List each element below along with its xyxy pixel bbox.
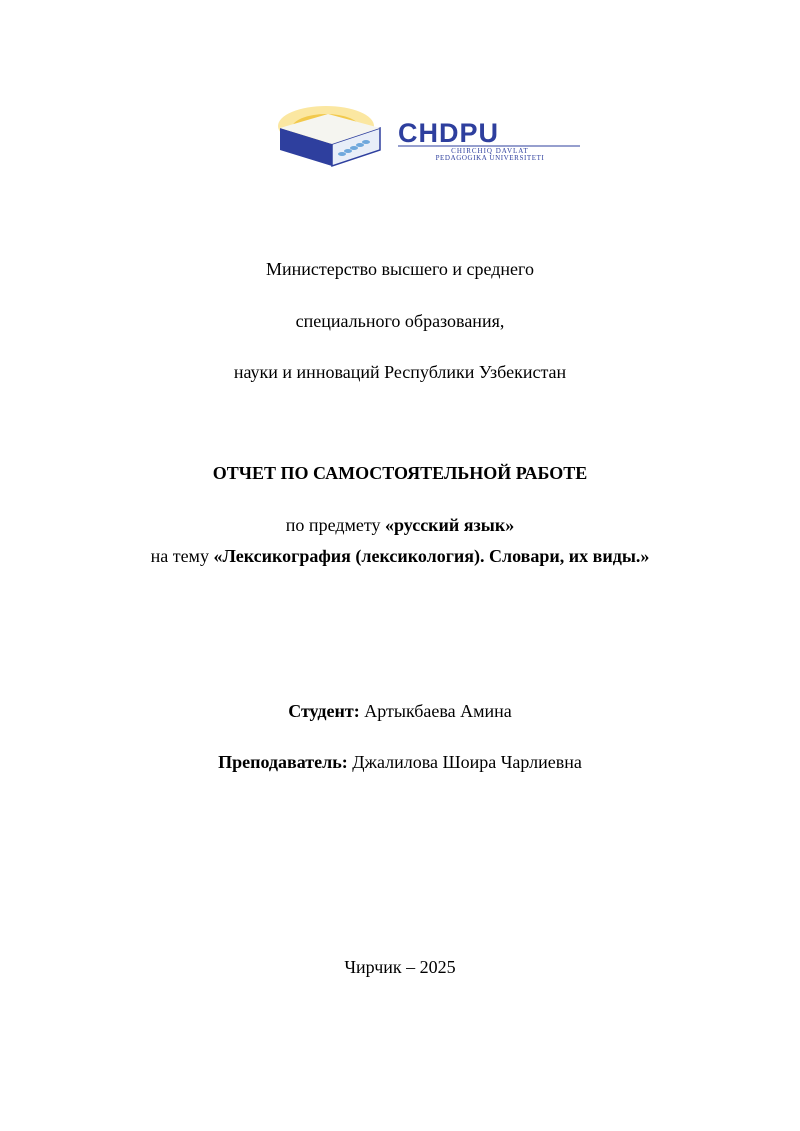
topic-prefix: на тему [150,546,214,566]
student-name: Артыкбаева Амина [359,701,512,721]
report-topic [0,545,800,567]
logo-line1-text: CHIRCHIQ DAVLAT [451,147,529,155]
ministry-line-2: специального образования, [295,311,505,331]
teacher-label: Преподаватель: [218,752,348,772]
logo-line2-text: PEDAGOGIKA UNIVERSITETI [435,154,545,162]
chdpu-logo-icon [276,104,586,170]
university-logo [276,104,586,170]
subject-prefix: по предмету [285,515,385,535]
report-subject [0,514,800,536]
teacher-line [0,751,800,773]
logo-brand-text: CHDPU [398,118,500,148]
ministry-line-1: Министерство высшего и среднего [266,259,534,279]
place-year: Чирчик – 2025 [344,957,456,977]
report-title: ОТЧЕТ ПО САМОСТОЯТЕЛЬНОЙ РАБОТЕ [212,463,588,483]
topic-name: «Лексикография (лексикология). Словари, их виды.» [213,546,650,566]
student-line [0,700,800,722]
teacher-name: Джалилова Шоира Чарлиевна [347,752,582,772]
ministry-line-3: науки и инноваций Республики Узбекистан [233,362,567,382]
student-label: Студент: [288,701,360,721]
subject-name: «русский язык» [384,515,515,535]
